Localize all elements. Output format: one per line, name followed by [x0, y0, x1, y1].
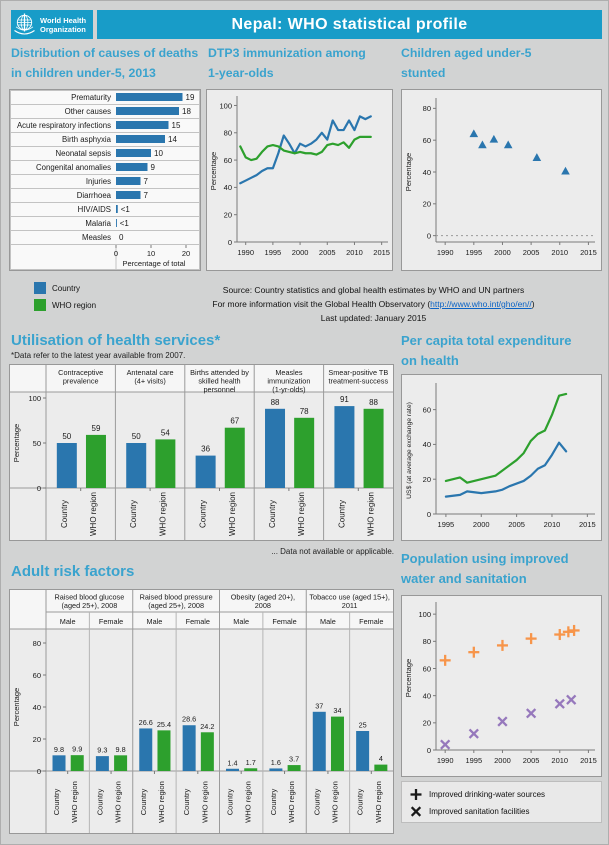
bar-label: Country [129, 499, 139, 529]
bar-value: 25.4 [156, 719, 172, 729]
bar-label: WHO region [200, 781, 210, 823]
bar-value: 4 [378, 754, 383, 764]
legend-country-label: Country [52, 283, 81, 293]
expenditure-chart [402, 375, 601, 540]
bar [157, 730, 170, 771]
stunted-title-line2: stunted [401, 66, 446, 80]
bar [313, 712, 326, 771]
bar-value: 3.7 [289, 754, 300, 764]
page-title: Nepal: WHO statistical profile [97, 10, 602, 39]
group-header: Tobacco use (aged 15+), [309, 592, 390, 602]
y-axis-label: Percentage [404, 658, 413, 698]
bar-label: Country [198, 499, 208, 529]
bar [116, 149, 151, 157]
group-header: skilled health [198, 376, 241, 386]
x-tick-label: 2005 [522, 248, 540, 257]
watsan-chart [402, 596, 601, 776]
x-tick-label: 2015 [373, 248, 390, 257]
bar-label: Country [182, 788, 192, 816]
y-tick-label: 0 [227, 237, 232, 247]
group-header: (aged 25+), 2008 [148, 601, 205, 610]
causes-title-line2: in children under-5, 2013 [11, 66, 156, 80]
bar [139, 728, 152, 771]
x-tick-label: 2010 [346, 248, 363, 257]
group-header: (aged 25+), 2008 [61, 601, 118, 610]
bar-label: Country [95, 788, 105, 816]
bar [116, 177, 141, 185]
who-logo-text [40, 16, 86, 34]
bar [201, 732, 214, 771]
x-tick-label: 2005 [318, 248, 336, 257]
services-chart-panel [9, 364, 394, 541]
group-header: Measles [275, 368, 303, 377]
y-tick-label: 40 [32, 702, 41, 712]
x-tick-label: 1995 [465, 756, 483, 765]
group-header: Raised blood glucose [54, 592, 125, 602]
group-header: Obesity (aged 20+), [230, 592, 296, 602]
subgroup-header: Female [272, 617, 297, 626]
bar [57, 443, 77, 488]
subgroup-header: Male [233, 617, 250, 626]
x-tick-label: 2005 [508, 520, 525, 529]
stunted-chart-panel [401, 89, 602, 271]
source-line2 [151, 297, 596, 311]
expenditure-chart-panel [401, 374, 602, 541]
x-tick-label: 1995 [264, 248, 282, 257]
bar [116, 205, 118, 213]
y-tick-label: 80 [32, 638, 41, 648]
subgroup-header: Male [59, 617, 76, 626]
country-swatch [34, 282, 46, 294]
bar-value: 15 [171, 120, 181, 130]
y-tick-label: 40 [223, 183, 232, 193]
risk-chart-title: Adult risk factors [11, 563, 135, 580]
bar-label: WHO region [70, 781, 80, 823]
y-tick-label: 0 [36, 483, 41, 493]
x-icon [409, 805, 423, 818]
bar [116, 135, 165, 143]
y-tick-label: 0 [426, 509, 431, 519]
stunted-chart-title [401, 43, 601, 83]
y-tick-label: 40 [422, 167, 431, 177]
bar [116, 93, 183, 101]
x-tick-label: 1995 [437, 520, 455, 529]
source-block [151, 283, 596, 325]
gho-link[interactable]: http://www.who.int/gho/en// [430, 299, 532, 310]
bar-value: 34 [333, 706, 342, 716]
bar [269, 768, 282, 771]
subgroup-header: Female [359, 617, 384, 626]
watsan-title-line2: water and sanitation [401, 571, 527, 586]
y-axis-label: US$ (at average exchange rate) [406, 402, 413, 499]
risk-chart [10, 590, 393, 833]
y-tick-label: 60 [422, 135, 431, 145]
x-tick-label: 2015 [580, 756, 597, 765]
bar-value: 9.9 [72, 744, 83, 754]
group-header: personnel [203, 385, 236, 394]
category-label: HIV/AIDS [77, 204, 111, 214]
group-header: (1-yr-olds) [272, 385, 306, 394]
y-tick-label: 80 [422, 637, 431, 647]
bar [116, 107, 179, 115]
x-tick-label: 2010 [551, 248, 569, 257]
bar-value: 1.6 [270, 757, 281, 767]
bar-value: 1.4 [227, 758, 238, 768]
bar [116, 191, 141, 199]
y-tick-label: 60 [422, 405, 431, 415]
bar-value: 25 [358, 720, 367, 730]
bar [114, 755, 127, 771]
bar-value: 1.7 [245, 757, 256, 767]
rect-shape [402, 375, 601, 540]
group-header: 2011 [341, 601, 358, 610]
bar-label: Country [337, 499, 347, 529]
who-emblem-icon [11, 11, 38, 38]
y-tick-label: 100 [418, 609, 431, 619]
bar [196, 456, 216, 488]
y-tick-label: 100 [219, 101, 232, 111]
bar-value: 9 [150, 162, 155, 172]
bar-label: Country [355, 788, 365, 816]
bar-value: 10 [154, 148, 163, 158]
bar [294, 418, 314, 488]
watsan-legend-label: Improved drinking-water sources [429, 790, 546, 799]
bar-value: 28.6 [182, 714, 197, 724]
group-header: 2008 [254, 601, 271, 610]
group-header: Antenatal care [126, 368, 174, 377]
bar-value: 7 [143, 176, 148, 186]
dtp3-chart-panel [206, 89, 393, 271]
bar-value: 59 [91, 423, 101, 433]
bar-value: 88 [270, 397, 280, 407]
x-tick-label: 1990 [237, 248, 255, 257]
bar-label: WHO region [373, 781, 383, 823]
stunted-chart [402, 90, 601, 270]
group-header: (4+ visits) [134, 376, 166, 386]
x-tick-label: 20 [181, 249, 191, 258]
who-logo [11, 10, 93, 39]
watsan-chart-panel [401, 595, 602, 777]
who-logo-line2: Organization [40, 24, 86, 34]
rect-shape [402, 596, 601, 776]
x-tick-label: 2015 [578, 520, 596, 529]
bar-value: 9.3 [97, 745, 108, 755]
rect-shape [402, 90, 601, 270]
bar-value: 50 [62, 432, 72, 441]
x-axis-label: Percentage of total [122, 259, 186, 268]
x-tick-label: 1990 [436, 756, 454, 765]
bar-value: 67 [230, 416, 240, 426]
subgroup-header: Male [320, 617, 336, 626]
y-tick-label: 20 [32, 734, 41, 744]
bar [226, 769, 239, 771]
bar-label: Country [312, 788, 322, 816]
watsan-title-line1: Population using improved [401, 551, 569, 566]
x-tick-label: 2000 [494, 248, 511, 257]
services-chart-title: Utilisation of health services* [11, 332, 221, 349]
bar [116, 163, 148, 171]
bar-value: 7 [143, 190, 148, 200]
x-tick-label: 2015 [580, 248, 597, 257]
bar-label: WHO region [287, 781, 297, 823]
bar [225, 428, 245, 488]
bar [126, 443, 146, 488]
bar-value: 88 [369, 397, 379, 407]
category-label: Other causes [64, 106, 111, 116]
y-tick-label: 20 [223, 210, 232, 220]
dtp3-chart-title [208, 43, 394, 83]
bar-value: 18 [182, 106, 191, 116]
y-axis-label: Percentage [209, 151, 218, 191]
bar [244, 768, 257, 771]
category-label: Diarrhoea [76, 190, 111, 200]
bar [116, 121, 169, 129]
bar-value: 9.8 [53, 744, 65, 754]
bar [364, 409, 384, 488]
source-line1: Source: Country statistics and global health estimates by WHO and UN partners [222, 285, 525, 295]
bar-label: WHO region [243, 781, 253, 823]
bar [53, 755, 66, 771]
watsan-legend-label: Improved sanitation facilities [429, 807, 530, 816]
dtp3-title-line2: 1-year-olds [208, 66, 274, 80]
y-tick-label: 0 [36, 766, 41, 776]
services-chart [10, 365, 393, 540]
risk-chart-panel [9, 589, 394, 834]
watsan-legend-row [409, 786, 601, 803]
y-tick-label: 60 [32, 670, 41, 680]
legend-country [34, 282, 96, 294]
bar-value: 26.6 [138, 717, 153, 727]
bar-label: Country [52, 788, 62, 816]
data-not-available-note: ... Data not available or applicable. [271, 547, 394, 556]
bar [374, 765, 387, 771]
bar-value: 36 [201, 444, 211, 454]
bar-label: WHO region [330, 781, 340, 823]
y-tick-label: 60 [223, 155, 232, 165]
group-header: prevalence [62, 376, 99, 386]
bar [334, 406, 354, 488]
category-label: Injuries [85, 176, 111, 186]
y-tick-label: 100 [28, 393, 41, 403]
series-legend [34, 282, 96, 316]
watsan-legend-row [409, 803, 601, 820]
y-tick-label: 0 [426, 231, 431, 241]
bar-label: WHO region [366, 491, 376, 537]
bar-label: WHO region [297, 491, 307, 537]
bar-label: Country [59, 499, 69, 529]
x-tick-label: 2000 [291, 248, 309, 257]
bar-value: 14 [168, 134, 177, 144]
expenditure-title-line2: on health [401, 353, 459, 368]
bar [265, 409, 285, 488]
causes-chart-panel [9, 89, 201, 271]
bar-label: WHO region [113, 781, 123, 823]
dtp3-chart [207, 90, 392, 270]
category-label: Prematurity [71, 92, 111, 102]
bar [96, 756, 109, 771]
legend-region [34, 299, 96, 311]
bar-value: 9.8 [115, 744, 126, 754]
bar [331, 717, 344, 771]
x-tick-label: 2010 [551, 756, 569, 765]
bar-label: Country [225, 788, 235, 816]
x-tick-label: 2010 [543, 520, 561, 529]
bar [288, 765, 301, 771]
bar-label: Country [268, 788, 278, 816]
group-header: Contraceptive [58, 368, 104, 377]
dtp3-title-line1: DTP3 immunization among [208, 46, 366, 60]
y-axis-label: Percentage [12, 423, 21, 463]
causes-title-line1: Distribution of causes of deaths [11, 46, 199, 60]
category-label: Acute respiratory infections [16, 120, 111, 130]
x-tick-label: 2005 [522, 756, 540, 765]
bar-label: WHO region [227, 491, 237, 537]
source-line2-prefix: For more information visit the Global Health Observatory ( [212, 299, 431, 310]
watsan-chart-title [401, 549, 601, 589]
legend-region-label: WHO region [52, 300, 97, 310]
plus-icon [409, 788, 423, 801]
bar [71, 755, 84, 771]
group-header: treatment-success [328, 376, 389, 386]
region-swatch [34, 299, 46, 311]
bar-value: 0 [119, 232, 124, 242]
y-tick-label: 40 [422, 691, 431, 701]
category-label: Malaria [85, 218, 111, 228]
expenditure-chart-title [401, 331, 601, 371]
group-header: Smear-positive TB [328, 368, 389, 377]
bar [183, 725, 196, 771]
y-tick-label: 80 [422, 104, 431, 114]
y-tick-label: 60 [422, 664, 431, 674]
subgroup-header: Female [185, 617, 210, 626]
subgroup-header: Female [98, 617, 124, 626]
bar-value: 50 [131, 432, 141, 441]
watsan-legend [401, 781, 602, 823]
y-tick-label: 50 [32, 438, 41, 448]
y-tick-label: 80 [223, 128, 232, 138]
bar-label: WHO region [158, 491, 168, 537]
bar [86, 435, 106, 488]
y-axis-label: Percentage [404, 152, 413, 192]
category-label: Birth asphyxia [62, 134, 111, 144]
group-header: immunization [267, 376, 311, 386]
source-line3: Last updated: January 2015 [320, 313, 427, 324]
group-header: Births attended by [190, 368, 249, 377]
bar [155, 439, 175, 488]
y-tick-label: 0 [426, 745, 431, 755]
source-line2-suffix: ) [531, 299, 535, 310]
y-tick-label: 40 [422, 440, 431, 450]
bar [116, 219, 117, 227]
y-tick-label: 20 [422, 475, 431, 485]
x-tick-label: 10 [146, 249, 156, 258]
bar-value: 78 [299, 406, 309, 416]
x-tick-label: 0 [113, 249, 119, 258]
expenditure-title-line1: Per capita total expenditure [401, 333, 572, 348]
who-logo-line1: World Health [40, 15, 87, 25]
bar-label: WHO region [156, 781, 166, 823]
services-footnote: *Data refer to the latest year available from 2007. [11, 351, 186, 360]
category-label: Congenital anomalies [36, 162, 111, 172]
causes-chart-title [11, 43, 209, 83]
bar-value: 91 [339, 395, 349, 405]
x-tick-label: 1990 [436, 248, 454, 257]
bar-value: <1 [120, 204, 130, 214]
bar-label: WHO region [88, 491, 98, 537]
bar [356, 731, 369, 771]
rect-shape [207, 90, 392, 270]
bar-label: Country [138, 788, 148, 816]
y-axis-label: Percentage [12, 687, 21, 727]
bar-label: Country [268, 499, 278, 529]
stunted-title-line1: Children aged under-5 [401, 46, 532, 60]
bar-value: 54 [160, 428, 170, 438]
x-tick-label: 2000 [472, 520, 490, 529]
category-label: Neonatal sepsis [55, 148, 111, 158]
y-tick-label: 20 [422, 199, 431, 209]
bar-value: 19 [185, 92, 195, 102]
bar-value: 24.2 [200, 721, 215, 731]
bar-value: <1 [119, 218, 129, 228]
x-tick-label: 2000 [494, 756, 511, 765]
y-tick-label: 20 [422, 718, 431, 728]
subgroup-header: Male [146, 617, 163, 626]
group-header: Raised blood pressure [139, 592, 213, 602]
causes-chart [10, 90, 200, 270]
bar-value: 37 [315, 701, 324, 711]
x-tick-label: 1995 [465, 248, 483, 257]
category-label: Measles [81, 232, 111, 242]
